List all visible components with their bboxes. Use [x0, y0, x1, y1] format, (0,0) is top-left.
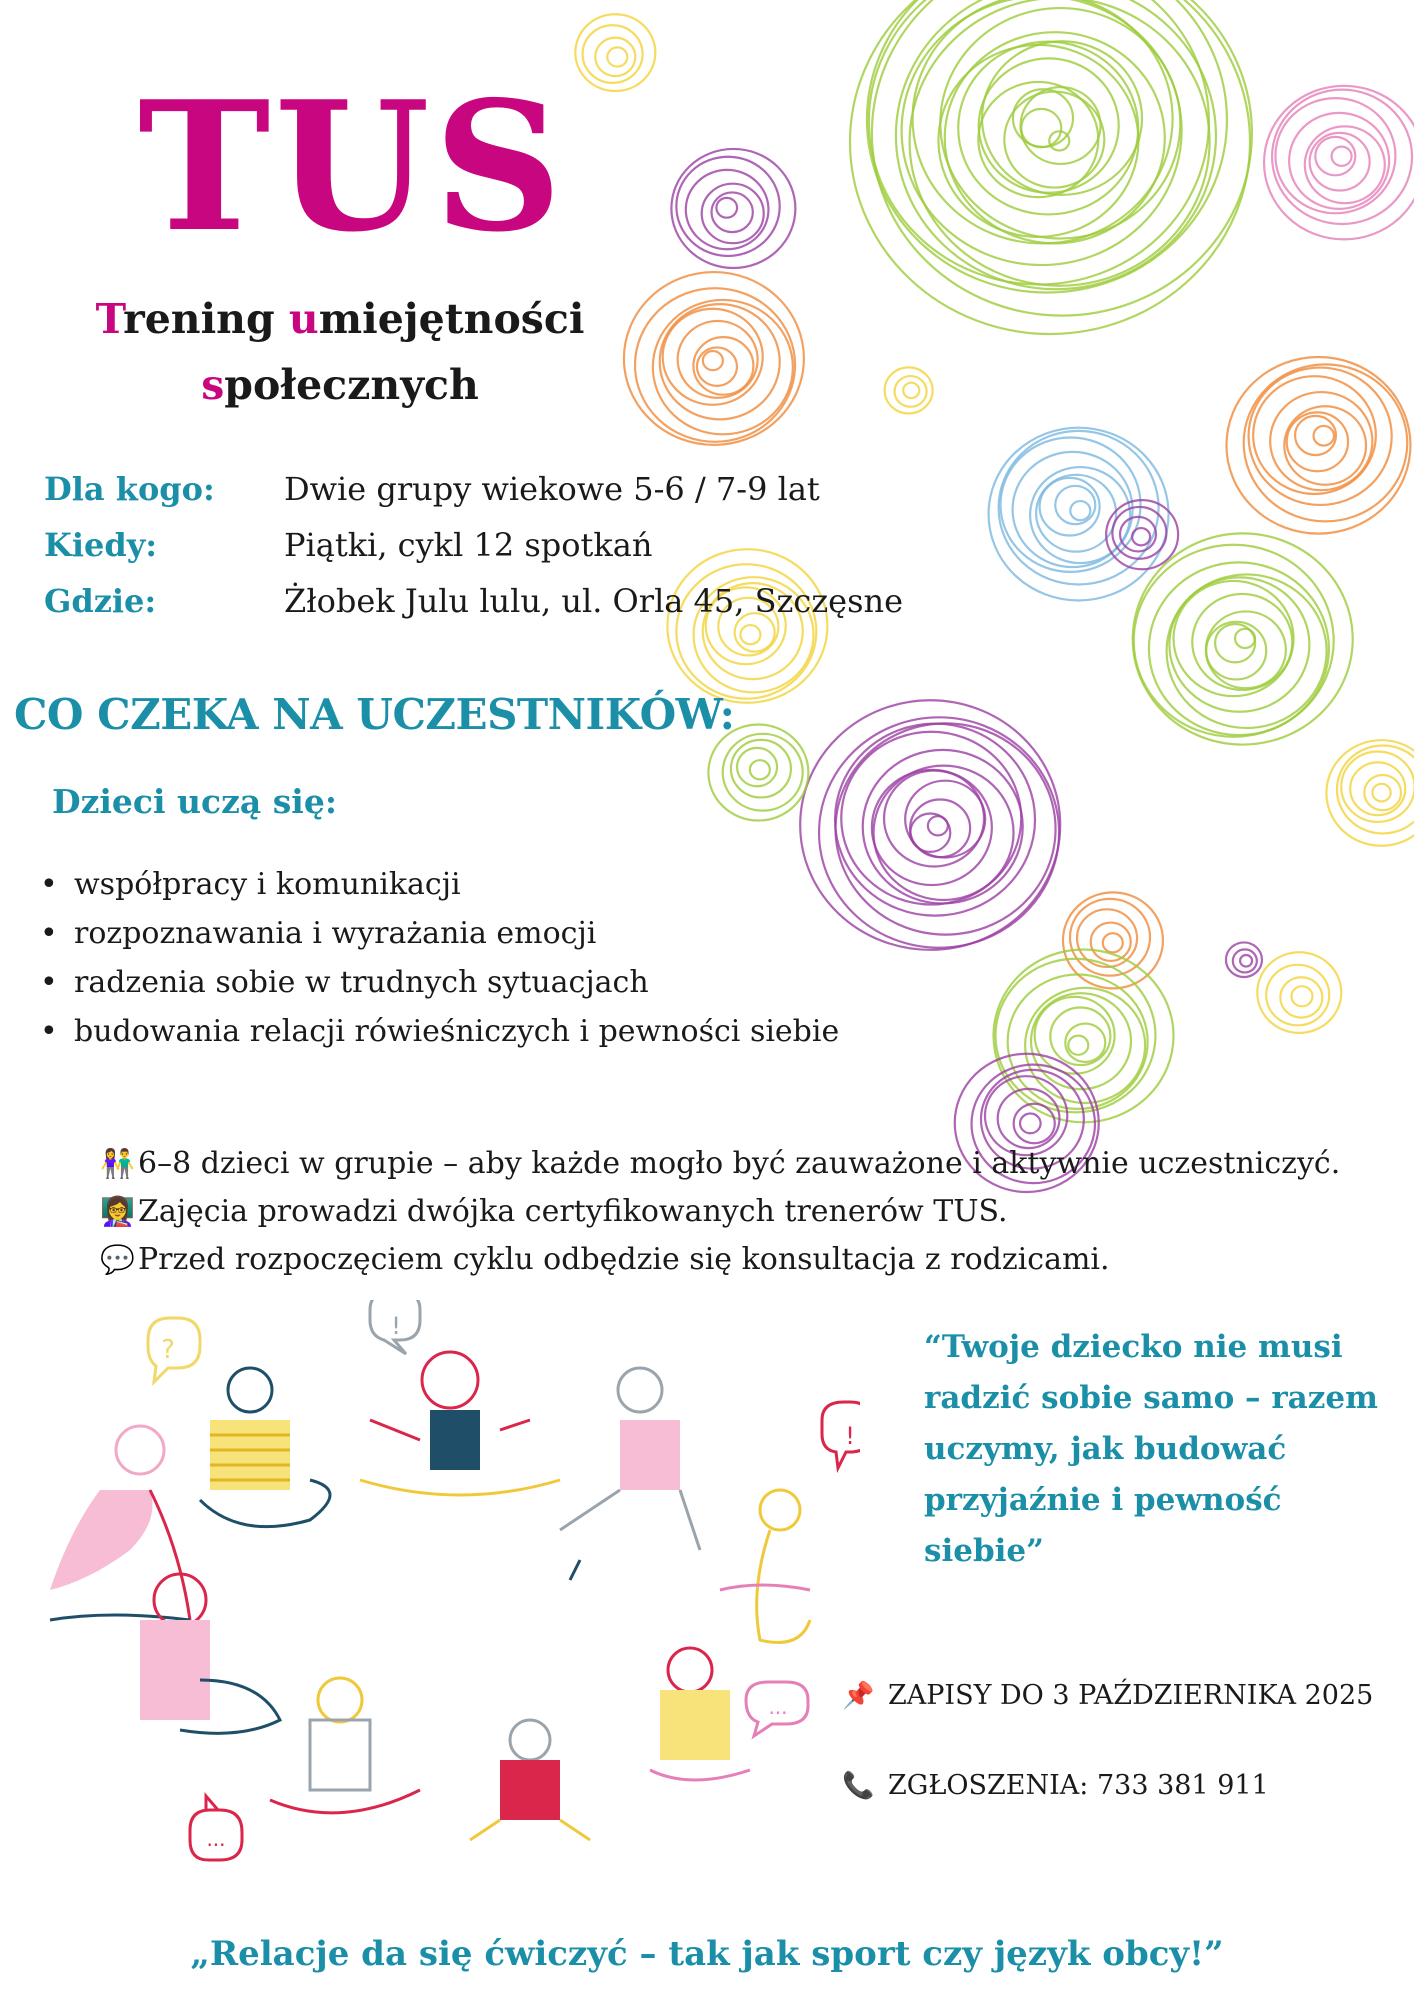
fact-group-size: 👫 6–8 dzieci w grupie – aby każde mogło być zauważone i aktywnie uczestniczyć. — [100, 1140, 1340, 1188]
scribble-circle — [671, 149, 795, 268]
phone-contact[interactable]: 📞 ZGŁOSZENIA: 733 381 911 — [842, 1770, 1269, 1801]
skills-list — [40, 860, 839, 1056]
scribble-circle — [1226, 942, 1262, 977]
list-item: • radzenia sobie w trudnych sytuacjach — [40, 958, 839, 1007]
children-icon: 👫 — [100, 1147, 135, 1180]
pushpin-icon: 📌 — [842, 1680, 875, 1711]
info-value-when: Piątki, cykl 12 spotkań — [284, 526, 653, 564]
svg-text:!: ! — [391, 1312, 401, 1340]
list-item: • współpracy i komunikacji — [40, 860, 839, 909]
scribble-circle — [1264, 86, 1414, 240]
subtitle-line-2: społecznych — [201, 361, 479, 409]
info-value-who: Dwie grupy wiekowe 5-6 / 7-9 lat — [284, 470, 820, 508]
list-item: • budowania relacji rówieśniczych i pewności siebie — [40, 1007, 839, 1056]
signup-deadline: 📌 ZAPISY DO 3 PAŹDZIERNIKA 2025 — [842, 1680, 1374, 1711]
svg-text:...: ... — [768, 1695, 788, 1719]
svg-text:!: ! — [845, 1422, 855, 1450]
subtitle-line-1: Trening umiejętności — [95, 295, 585, 343]
scribble-circle — [667, 549, 827, 703]
scribble-circle — [1133, 533, 1353, 744]
section-subheading: Dzieci uczą się: — [52, 782, 337, 821]
info-label-where: Gdzie: — [44, 582, 157, 620]
scribble-circle — [575, 14, 655, 91]
fact-trainers: 👩‍🏫 Zajęcia prowadzi dwójka certyfikowanych trenerów TUS. — [100, 1188, 1340, 1236]
scribble-circle — [1257, 952, 1341, 1033]
info-label-when: Kiedy: — [44, 526, 158, 564]
facts-list — [100, 1140, 1340, 1284]
fact-consultation: 💬 Przed rozpoczęciem cyklu odbędzie się konsultacja z rodzicami. — [100, 1236, 1340, 1284]
scribble-circle — [1326, 740, 1414, 846]
phone-icon: 📞 — [842, 1770, 875, 1801]
parent-quote: “Twoje dziecko nie musi radzić sobie samo – razem uczymy, jak budować przyjaźnie i pewność siebie” — [924, 1329, 1378, 1569]
main-title: TUS — [138, 62, 567, 271]
scribble-circle — [624, 272, 804, 445]
children-circle-illustration — [30, 1300, 860, 1900]
footer-quote: „Relacje da się ćwiczyć – tak jak sport czy język obcy!” — [190, 1934, 1224, 1974]
scribble-circle — [885, 367, 933, 413]
svg-text:...: ... — [206, 1827, 226, 1851]
svg-text:?: ? — [161, 1335, 175, 1365]
scribble-circle — [1106, 500, 1178, 569]
scribble-circle — [989, 428, 1169, 601]
teacher-icon: 👩‍🏫 — [100, 1195, 135, 1228]
scribble-circle — [1226, 357, 1410, 534]
info-value-where: Żłobek Julu lulu, ul. Orla 45, Szczęsne — [284, 582, 904, 620]
section-heading: CO CZEKA NA UCZESTNIKÓW: — [14, 690, 735, 739]
list-item: • rozpoznawania i wyrażania emocji — [40, 909, 839, 958]
info-label-who: Dla kogo: — [44, 470, 215, 508]
scribble-circle — [850, 0, 1252, 334]
scribble-circle — [994, 949, 1174, 1122]
speech-bubble-icon: 💬 — [100, 1243, 135, 1276]
subtitle — [70, 286, 610, 418]
